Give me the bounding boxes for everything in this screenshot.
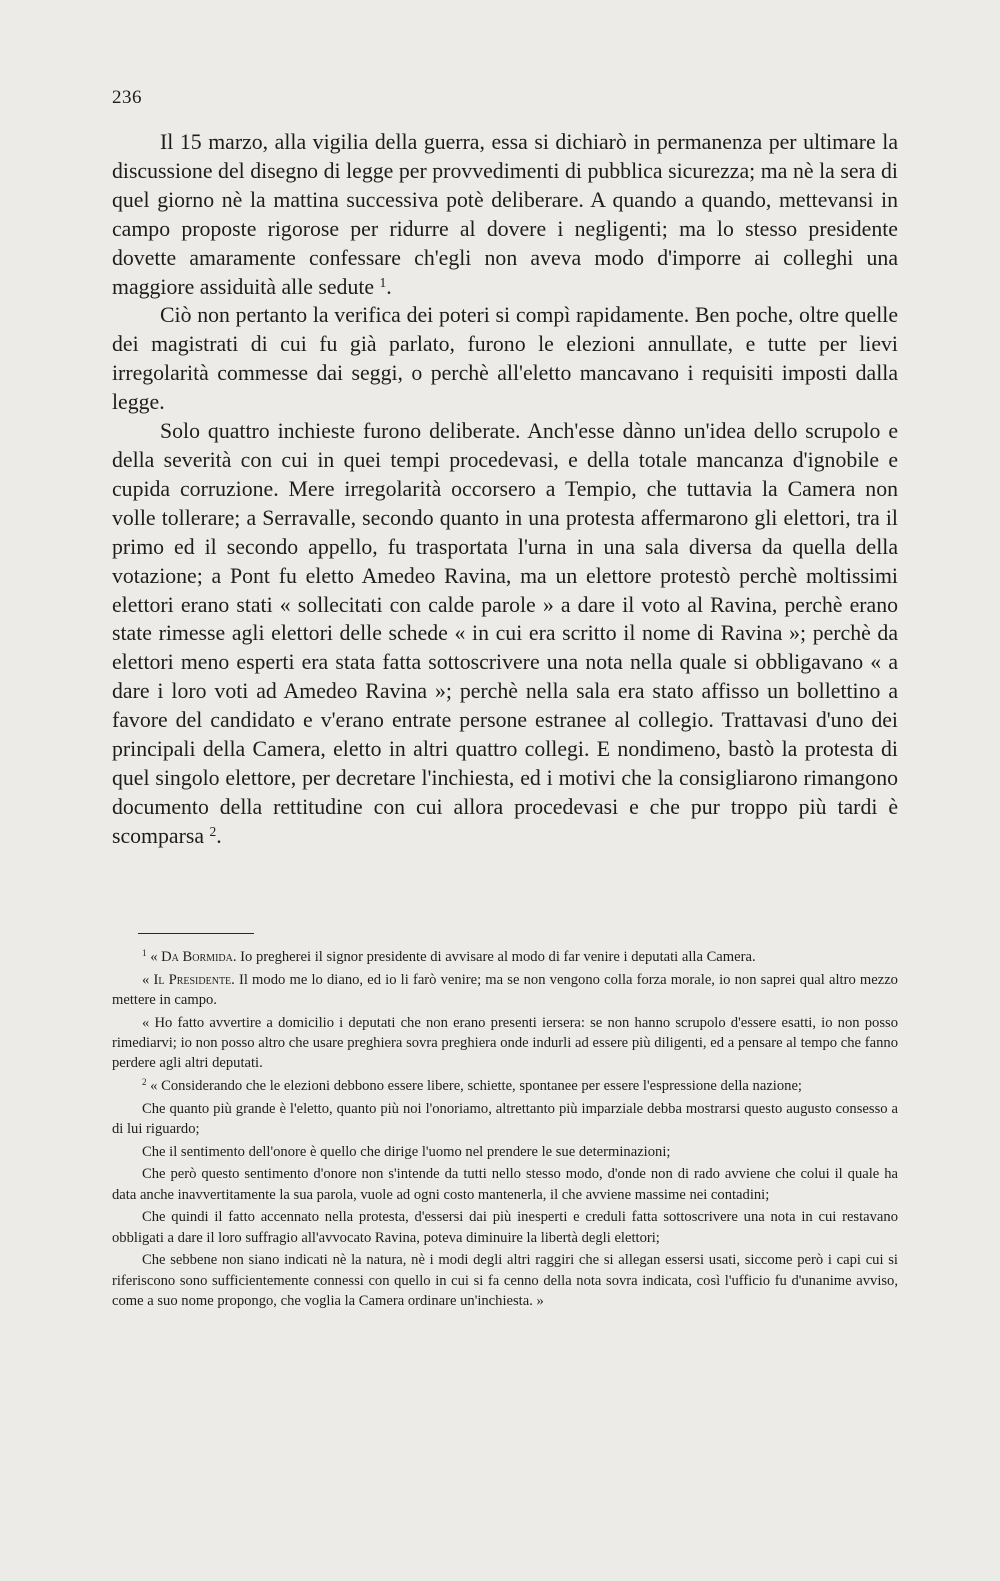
footnote-2-mark: 2 [142,1077,147,1088]
paragraph-2-text: Ciò non pertanto la verifica dei poteri si compì rapidamente. Ben poche, oltre quelle dei magistrati di cui fu già parlato, furono le elezioni annullate, e tutte per lievi irregolarità commesse dai seggi, o perchè all'eletto mancavano i requisiti imposti dalla legge. [112,303,898,415]
footnote-2-part-5: Che quindi il fatto accennato nella protesta, d'essersi dai più inesperti e creduli fatta sottoscrivere una nota in cui restavano obbligati a dare il loro suffragio all'avvocato Ravina, poteva diminuire la libertà degli elettori; [112,1209,898,1246]
footnotes [112,947,898,1314]
footnote-1-text: Io pregherei il signor presidente di avvisare al modo di far venire i deputati alla Camera. [236,949,756,965]
footnote-1b-text: Il modo me lo diano, ed io li farò venire; ma se non vengono colla forza morale, io non saprei qual altro mezzo mettere in campo. [112,971,898,1008]
footnote-2-part-4: Che però questo sentimento d'onore non s'intende da tutti nello stesso modo, d'onde non di rado avviene che colui il quale ha data anche inavvertitamente la sua parola, vuole ad ogni costo mantenerla, il che avviene massime nei contadini; [112,1166,898,1203]
footnote-1 [112,947,898,967]
footnote-divider [138,933,254,934]
footnote-2-text: « Considerando che le elezioni debbono essere libere, schiette, spontanee per essere l'espressione della nazione; [146,1078,802,1094]
footnote-1b-speaker: Il Presidente. [153,971,235,988]
footnote-ref-1[interactable]: 1 [379,274,387,290]
footnote-2-part-3: Che il sentimento dell'onore è quello che dirige l'uomo nel prendere le sue determinazioni; [142,1143,671,1160]
footnote-1-part-2 [112,970,898,1011]
footnote-ref-2[interactable]: 2 [209,824,217,839]
paragraph-1 [112,128,898,301]
footnote-2-part-6: Che sebbene non siano indicati nè la natura, nè i modi degli altri raggiri che si allegan essersi usati, siccome però i capi cui si riferiscono sono sufficientemente connessi con quello in cui si fa cenno della nota sovra indicata, così l'ufficio fu d'unanime avviso, come a suo nome propongo, che voglia la Camera ordinare un'inchiesta. » [112,1252,898,1309]
footnote-2-part-2: Che quanto più grande è l'eletto, quanto più noi l'onoriamo, altrettanto più imparziale debba mostrarsi questo augusto consesso a di lui riguardo; [112,1100,898,1137]
paragraph-3-text: Solo quattro inchieste furono deliberate. Anch'esse dànno un'idea dello scrupolo e della severità con cui in quei tempi procedevasi, e della totale mancanza d'ignobile e cupida corruzione. Mere irregolarità occorsero a Tempio, che tuttavia la Camera non volle tollerare; a Serravalle, secondo quanto in una protesta affermarono gli elettori, tra il primo ed il secondo appello, fu trasportata l'urna in una sala diversa da quella della votazione; a Pont fu eletto Amedeo Ravina, ma un elettore protestò perchè moltissimi elettori erano stati « sollecitati con calde parole » a dare il voto al Ravina, perchè erano state rimesse agli elettori delle schede « in cui era scritto il nome di Ravina »; perchè da elettori meno esperti era stata fatta sottoscrivere una nota nella quale si obbligavano « a dare i loro voti ad Amedeo Ravina »; perchè nella sala era stato affisso un bollettino a favore del candidato e v'erano entrate persone estranee al collegio. Trattavasi d'uno dei principali della Camera, eletto in altri quattro collegi. E nondimeno, bastò la protesta di quel singolo elettore, per decretare l'inchiesta, ed i motivi che la consigliarono rimangono documento della rettitudine con cui allora procedevasi e che pur troppo più tardi è scomparsa [112,419,898,848]
footnote-1-speaker: Da Bormida. [161,949,237,965]
paragraph-1-end: . [386,274,392,299]
footnote-1b-open: « [142,971,154,988]
footnote-1-open: « [150,949,162,965]
paragraph-3-end: . [216,823,222,848]
footnote-2 [112,1076,898,1096]
main-text [112,128,898,851]
footnote-1-mark: 1 [142,948,147,959]
footnote-1-part-3: « Ho fatto avvertire a domicilio i deputati che non erano presenti iersera: se non hanno scrupolo d'essere esatti, io non posso rimediarvi; io non posso altro che usare preghiera sovra preghiera onde indurli ad essere più diligenti, ed a pensare al tempo che fanno perdere agli altri deputati. [112,1014,898,1072]
paragraph-1-text: Il 15 marzo, alla vigilia della guerra, essa si dichiarò in permanenza per ultimare la discussione del disegno di legge per provvedimenti di pubblica sicurezza; ma nè la sera di quel giorno nè la mattina successiva potè deliberare. A quando a quando, mettevansi in campo proposte rigorose per ridurre al dovere i negligenti; ma lo stesso presidente dovette amaramente confessare ch'egli non aveva modo d'imporre ai colleghi una maggiore assiduità alle sedute [112,130,898,299]
page-number: 236 [112,87,142,108]
paragraph-2 [112,301,898,417]
paragraph-3 [112,417,898,851]
